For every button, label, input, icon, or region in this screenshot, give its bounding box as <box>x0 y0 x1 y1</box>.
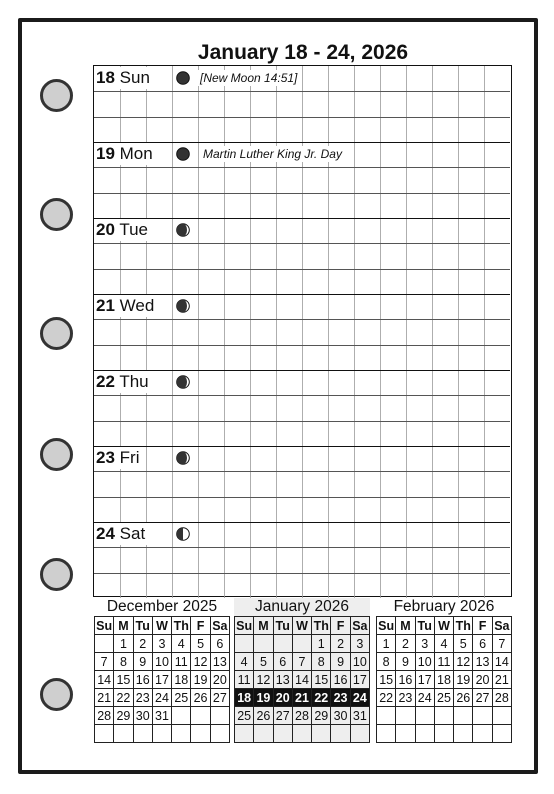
waxing-crescent-icon <box>176 375 190 389</box>
day-separator <box>94 294 510 295</box>
calendar-day[interactable]: 27 <box>473 689 492 707</box>
calendar-empty-cell <box>254 725 273 743</box>
calendar-day[interactable]: 7 <box>95 653 114 671</box>
calendar-empty-cell <box>331 725 350 743</box>
day-grid <box>94 522 510 598</box>
day-label <box>96 219 150 241</box>
day-number: 21 <box>96 296 115 315</box>
calendar-empty-cell <box>172 707 191 725</box>
day-separator <box>94 142 510 143</box>
calendar-day[interactable]: 17 <box>415 671 434 689</box>
calendar-day[interactable]: 9 <box>396 653 415 671</box>
day-name: Mon <box>114 144 153 163</box>
weekday-header: Su <box>236 618 253 633</box>
calendar-empty-cell <box>191 707 210 725</box>
waxing-crescent-icon <box>176 223 190 237</box>
calendar-day[interactable]: 2 <box>396 635 415 653</box>
new-moon-icon <box>176 71 190 85</box>
calendar-day[interactable]: 17 <box>152 671 171 689</box>
day-row[interactable] <box>94 446 510 522</box>
calendar-day[interactable]: 2 <box>133 635 152 653</box>
calendar-day[interactable]: 21 <box>492 671 511 689</box>
weekday-header: W <box>292 617 311 635</box>
calendar-day[interactable]: 25 <box>235 707 254 725</box>
day-number: 23 <box>96 448 115 467</box>
calendar-day[interactable]: 14 <box>492 653 511 671</box>
calendar-empty-cell <box>95 725 114 743</box>
calendar-empty-cell <box>152 725 171 743</box>
mini-calendar-grid <box>376 616 512 743</box>
mini-calendar-title: December 2025 <box>106 598 218 615</box>
day-number: 18 <box>96 68 115 87</box>
calendar-day[interactable]: 15 <box>114 671 133 689</box>
weekday-header: Su <box>378 618 395 633</box>
binder-hole <box>40 558 73 591</box>
calendar-day[interactable]: 26 <box>454 689 473 707</box>
day-separator <box>94 522 510 523</box>
weekday-header: Sa <box>210 617 229 635</box>
day-grid <box>94 66 510 142</box>
calendar-empty-cell <box>273 725 292 743</box>
calendar-day[interactable]: 28 <box>95 707 114 725</box>
calendar-day[interactable]: 13 <box>273 671 292 689</box>
binder-hole <box>40 198 73 231</box>
calendar-day[interactable]: 9 <box>133 653 152 671</box>
day-separator <box>94 370 510 371</box>
day-separator <box>94 218 510 219</box>
mini-calendar <box>234 598 370 743</box>
calendar-day[interactable]: 21 <box>95 689 114 707</box>
weekday-header: Tu <box>415 617 434 635</box>
calendar-day[interactable]: 15 <box>377 671 396 689</box>
calendar-day[interactable]: 13 <box>210 653 229 671</box>
day-label <box>96 447 141 469</box>
day-name: Sun <box>114 68 150 87</box>
calendar-empty-cell <box>377 725 396 743</box>
calendar-day[interactable]: 11 <box>172 653 191 671</box>
calendar-empty-cell <box>312 725 331 743</box>
calendar-empty-cell <box>492 725 511 743</box>
day-row[interactable] <box>94 522 510 598</box>
weekday-header: W <box>434 617 453 635</box>
calendar-day[interactable]: 6 <box>273 653 292 671</box>
calendar-day[interactable]: 30 <box>331 707 350 725</box>
calendar-empty-cell <box>114 725 133 743</box>
calendar-day[interactable]: 22 <box>114 689 133 707</box>
page-title: January 18 - 24, 2026 <box>197 41 409 64</box>
day-row[interactable] <box>94 370 510 446</box>
day-list <box>93 65 512 597</box>
calendar-empty-cell <box>210 725 229 743</box>
calendar-day[interactable]: 29 <box>312 707 331 725</box>
calendar-day[interactable]: 10 <box>152 653 171 671</box>
mini-calendar-title: February 2026 <box>393 598 495 615</box>
weekday-header: M <box>114 617 133 635</box>
weekday-header: F <box>191 617 210 635</box>
day-row[interactable] <box>94 66 510 142</box>
calendar-day[interactable]: 9 <box>331 653 350 671</box>
calendar-day[interactable]: 6 <box>473 635 492 653</box>
day-name: Fri <box>114 448 140 467</box>
calendar-day[interactable]: 27 <box>210 689 229 707</box>
calendar-day[interactable]: 12 <box>254 671 273 689</box>
calendar-empty-cell <box>235 725 254 743</box>
calendar-day[interactable]: 5 <box>191 635 210 653</box>
day-grid <box>94 218 510 294</box>
calendar-empty-cell <box>273 635 292 653</box>
mini-calendar <box>376 598 512 743</box>
calendar-day[interactable]: 18 <box>434 671 453 689</box>
weekday-header: W <box>152 617 171 635</box>
calendar-day[interactable]: 18 <box>172 671 191 689</box>
calendar-day[interactable]: 1 <box>114 635 133 653</box>
calendar-day[interactable]: 10 <box>350 653 369 671</box>
calendar-day[interactable]: 6 <box>210 635 229 653</box>
calendar-empty-cell <box>434 725 453 743</box>
day-event: Martin Luther King Jr. Day <box>200 146 345 162</box>
calendar-day[interactable]: 12 <box>454 653 473 671</box>
day-row[interactable] <box>94 294 510 370</box>
calendar-day[interactable]: 31 <box>350 707 369 725</box>
calendar-day[interactable]: 1 <box>377 635 396 653</box>
calendar-day[interactable]: 23 <box>133 689 152 707</box>
first-quarter-icon <box>176 527 190 541</box>
day-grid <box>94 446 510 522</box>
calendar-day[interactable]: 4 <box>434 635 453 653</box>
mini-calendar <box>94 598 230 743</box>
calendar-day[interactable]: 19 <box>454 671 473 689</box>
calendar-day[interactable]: 24 <box>415 689 434 707</box>
binder-hole <box>40 317 73 350</box>
weekday-header: Tu <box>133 617 152 635</box>
calendar-day[interactable]: 5 <box>254 653 273 671</box>
calendar-day[interactable]: 5 <box>454 635 473 653</box>
calendar-empty-cell <box>396 725 415 743</box>
calendar-day[interactable]: 19 <box>191 671 210 689</box>
calendar-day[interactable]: 29 <box>114 707 133 725</box>
mini-calendar-title: January 2026 <box>255 598 349 615</box>
day-number: 19 <box>96 144 115 163</box>
calendar-day[interactable]: 16 <box>396 671 415 689</box>
calendar-day[interactable]: 16 <box>133 671 152 689</box>
calendar-empty-cell <box>492 707 511 725</box>
calendar-empty-cell <box>396 707 415 725</box>
weekday-header: F <box>473 617 492 635</box>
calendar-empty-cell <box>350 725 369 743</box>
calendar-day[interactable]: 28 <box>292 707 311 725</box>
waxing-crescent-icon <box>176 451 190 465</box>
calendar-empty-cell <box>473 707 492 725</box>
calendar-empty-cell <box>473 725 492 743</box>
day-label <box>96 295 156 317</box>
weekday-header: Th <box>313 618 329 633</box>
calendar-empty-cell <box>377 707 396 725</box>
calendar-day[interactable]: 23 <box>331 689 350 707</box>
calendar-day[interactable]: 11 <box>235 671 254 689</box>
weekday-header: Th <box>173 618 189 633</box>
day-label <box>96 143 155 165</box>
calendar-day[interactable]: 11 <box>434 653 453 671</box>
calendar-day[interactable]: 8 <box>312 653 331 671</box>
weekday-header: Sa <box>350 617 369 635</box>
day-grid <box>94 294 510 370</box>
calendar-day[interactable]: 24 <box>350 689 369 707</box>
calendar-day[interactable]: 25 <box>434 689 453 707</box>
calendar-empty-cell <box>292 725 311 743</box>
calendar-empty-cell <box>210 707 229 725</box>
binder-hole <box>40 438 73 471</box>
weekday-header: Su <box>96 618 113 633</box>
weekday-header: F <box>331 617 350 635</box>
calendar-day[interactable]: 3 <box>415 635 434 653</box>
weekday-header: Tu <box>273 617 292 635</box>
calendar-empty-cell <box>133 725 152 743</box>
calendar-day[interactable]: 26 <box>191 689 210 707</box>
calendar-day[interactable]: 24 <box>152 689 171 707</box>
day-number: 20 <box>96 220 115 239</box>
weekday-header: Th <box>455 618 471 633</box>
calendar-day[interactable]: 17 <box>350 671 369 689</box>
calendar-day[interactable]: 20 <box>473 671 492 689</box>
weekday-header: M <box>396 617 415 635</box>
day-row[interactable] <box>94 218 510 294</box>
calendar-day[interactable]: 3 <box>152 635 171 653</box>
day-name: Thu <box>114 372 149 391</box>
day-name: Wed <box>114 296 155 315</box>
calendar-day[interactable]: 20 <box>210 671 229 689</box>
calendar-day[interactable]: 2 <box>331 635 350 653</box>
calendar-empty-cell <box>454 707 473 725</box>
calendar-day[interactable]: 31 <box>152 707 171 725</box>
calendar-day[interactable]: 22 <box>312 689 331 707</box>
calendar-empty-cell <box>95 635 114 653</box>
calendar-day[interactable]: 4 <box>172 635 191 653</box>
calendar-empty-cell <box>172 725 191 743</box>
calendar-day[interactable]: 10 <box>415 653 434 671</box>
waxing-crescent-icon <box>176 299 190 313</box>
day-name: Tue <box>114 220 149 239</box>
weekday-header: Sa <box>492 617 511 635</box>
calendar-day[interactable]: 15 <box>312 671 331 689</box>
calendar-day[interactable]: 12 <box>191 653 210 671</box>
calendar-day[interactable]: 28 <box>492 689 511 707</box>
calendar-day[interactable]: 19 <box>254 689 273 707</box>
day-event: [New Moon 14:51] <box>197 70 300 86</box>
calendar-day[interactable]: 30 <box>133 707 152 725</box>
calendar-day[interactable]: 20 <box>273 689 292 707</box>
calendar-day[interactable]: 13 <box>473 653 492 671</box>
calendar-empty-cell <box>415 725 434 743</box>
calendar-day[interactable]: 8 <box>377 653 396 671</box>
calendar-day[interactable]: 16 <box>331 671 350 689</box>
calendar-day[interactable]: 25 <box>172 689 191 707</box>
weekday-header: M <box>254 617 273 635</box>
mini-calendar-grid <box>94 616 230 743</box>
calendar-day[interactable]: 7 <box>492 635 511 653</box>
calendar-day[interactable]: 27 <box>273 707 292 725</box>
day-number: 22 <box>96 372 115 391</box>
calendar-day[interactable]: 21 <box>292 689 311 707</box>
calendar-empty-cell <box>191 725 210 743</box>
calendar-day[interactable]: 1 <box>312 635 331 653</box>
calendar-day[interactable]: 14 <box>95 671 114 689</box>
calendar-empty-cell <box>235 635 254 653</box>
calendar-day[interactable]: 23 <box>396 689 415 707</box>
calendar-empty-cell <box>434 707 453 725</box>
mini-calendar-grid <box>234 616 370 743</box>
calendar-empty-cell <box>415 707 434 725</box>
day-name: Sat <box>114 524 146 543</box>
day-number: 24 <box>96 524 115 543</box>
binder-hole <box>40 678 73 711</box>
binder-hole <box>40 79 73 112</box>
day-grid <box>94 370 510 446</box>
calendar-day[interactable]: 3 <box>350 635 369 653</box>
calendar-day[interactable]: 4 <box>235 653 254 671</box>
calendar-empty-cell <box>254 635 273 653</box>
calendar-day[interactable]: 26 <box>254 707 273 725</box>
new-moon-icon <box>176 147 190 161</box>
calendar-day[interactable]: 8 <box>114 653 133 671</box>
calendar-day[interactable]: 18 <box>235 689 254 707</box>
day-label <box>96 371 151 393</box>
calendar-day[interactable]: 22 <box>377 689 396 707</box>
day-label <box>96 523 147 545</box>
calendar-empty-cell <box>292 635 311 653</box>
calendar-empty-cell <box>454 725 473 743</box>
day-label <box>96 67 152 89</box>
calendar-day[interactable]: 7 <box>292 653 311 671</box>
day-separator <box>94 446 510 447</box>
day-row[interactable] <box>94 142 510 218</box>
calendar-day[interactable]: 14 <box>292 671 311 689</box>
